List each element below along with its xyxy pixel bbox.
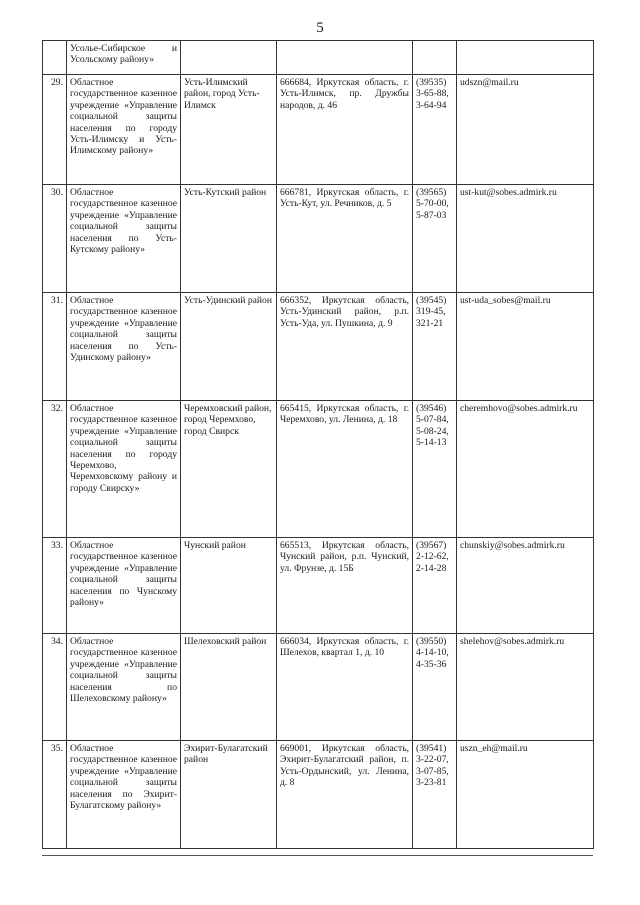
phone: (39565) 5-70-00, 5-87-03 xyxy=(413,185,457,293)
phone: (39546) 5-07-84, 5-08-24, 5-14-13 xyxy=(413,401,457,538)
row-number: 31. xyxy=(43,293,67,401)
address: 665513, Иркутская область, Чунский район, р.п. Чунский, ул. Фрунзе, д. 15Б xyxy=(277,538,413,634)
email: cheremhovo@sobes.admirk.ru xyxy=(457,401,594,538)
table-row xyxy=(43,293,594,401)
table-row xyxy=(43,401,594,538)
row-number: 32. xyxy=(43,401,67,538)
address: 666684, Иркутская область, г. Усть-Илимск, пр. Дружбы народов, д. 46 xyxy=(277,75,413,185)
row-number: 30. xyxy=(43,185,67,293)
page-number: 5 xyxy=(316,20,324,36)
service-area: Усть-Удинский район xyxy=(181,293,277,401)
row-number: 34. xyxy=(43,634,67,741)
table-row xyxy=(43,185,594,293)
phone: (39567) 2-12-62, 2-14-28 xyxy=(413,538,457,634)
organization-name: Областное государственное казенное учреждение «Управление социальной защиты населения по городу Усть-Илимску и Усть-Илимскому району» xyxy=(67,75,181,185)
service-area: Усть-Илимский район, город Усть-Илимск xyxy=(181,75,277,185)
address: 665415, Иркутская область, г. Черемхово, ул. Ленина, д. 18 xyxy=(277,401,413,538)
service-area: Чунский район xyxy=(181,538,277,634)
organization-name: Областное государственное казенное учреждение «Управление социальной защиты населения по городу Черемхово, Черемховскому району и городу Свирску» xyxy=(67,401,181,538)
row-number: 33. xyxy=(43,538,67,634)
service-area: Шелеховский район xyxy=(181,634,277,741)
phone: (39545) 319-45, 321-21 xyxy=(413,293,457,401)
table-row xyxy=(43,741,594,849)
service-area: Черемховский район, город Черемхово, город Свирск xyxy=(181,401,277,538)
phone: (39541) 3-22-07, 3-07-85, 3-23-81 xyxy=(413,741,457,849)
institutions-table xyxy=(42,40,594,849)
organization-name: Областное государственное казенное учреждение «Управление социальной защиты населения по Чунскому району» xyxy=(67,538,181,634)
address: 666352, Иркутская область, Усть-Удинский район, р.п. Усть-Уда, ул. Пушкина, д. 9 xyxy=(277,293,413,401)
email: ust-uda_sobes@mail.ru xyxy=(457,293,594,401)
email: uszn_eh@mail.ru xyxy=(457,741,594,849)
phone: (39550) 4-14-10, 4-35-36 xyxy=(413,634,457,741)
row-number: 29. xyxy=(43,75,67,185)
table-row xyxy=(43,634,594,741)
email: shelehov@sobes.admirk.ru xyxy=(457,634,594,741)
organization-name: Областное государственное казенное учреждение «Управление социальной защиты населения по Эхирит-Булагатскому району» xyxy=(67,741,181,849)
email xyxy=(457,41,594,75)
organization-name: Областное государственное казенное учреждение «Управление социальной защиты населения по Усть-Кутскому району» xyxy=(67,185,181,293)
email: chunskiy@sobes.admirk.ru xyxy=(457,538,594,634)
organization-name: Усолье-Сибирское и Усольскому району» xyxy=(67,41,181,75)
row-number xyxy=(43,41,67,75)
email: ust-kut@sobes.admirk.ru xyxy=(457,185,594,293)
table-row xyxy=(43,75,594,185)
service-area xyxy=(181,41,277,75)
row-number: 35. xyxy=(43,741,67,849)
bottom-rule xyxy=(42,855,593,856)
address: 666034, Иркутская область, г. Шелехов, квартал 1, д. 10 xyxy=(277,634,413,741)
phone xyxy=(413,41,457,75)
service-area: Эхирит-Булагатский район xyxy=(181,741,277,849)
organization-name: Областное государственное казенное учреждение «Управление социальной защиты населения по Шелеховскому району» xyxy=(67,634,181,741)
organization-name: Областное государственное казенное учреждение «Управление социальной защиты населения по Усть-Удинскому району» xyxy=(67,293,181,401)
service-area: Усть-Кутский район xyxy=(181,185,277,293)
address: 669001, Иркутская область, Эхирит-Булагатский район, п. Усть-Ордынский, ул. Ленина, д. 8 xyxy=(277,741,413,849)
table-row xyxy=(43,41,594,75)
address xyxy=(277,41,413,75)
phone: (39535) 3-65-88, 3-64-94 xyxy=(413,75,457,185)
table-row xyxy=(43,538,594,634)
email: udszn@mail.ru xyxy=(457,75,594,185)
address: 666781, Иркутская область, г. Усть-Кут, ул. Речников, д. 5 xyxy=(277,185,413,293)
